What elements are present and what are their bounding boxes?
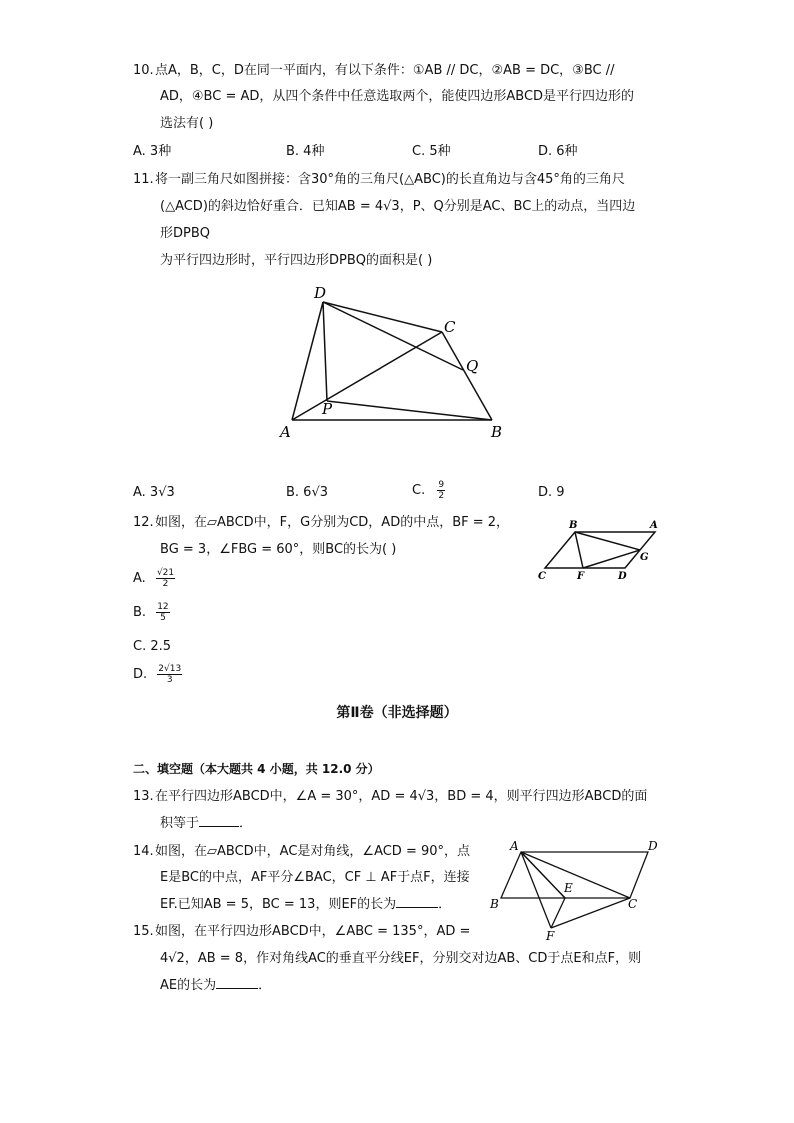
label-c: C — [628, 897, 638, 911]
q12-option-a: A. $\frac{√21}{2}$ — [133, 568, 175, 589]
diagonal-ac — [292, 332, 442, 420]
q10-number: 10. — [133, 63, 154, 78]
segment-dp — [323, 302, 327, 401]
label-q: Q — [466, 357, 479, 375]
label-f: F — [546, 929, 555, 943]
q14-number: 14. — [133, 844, 154, 859]
label-b: B — [491, 423, 503, 441]
q13-line2: 积等于 ． — [160, 816, 253, 831]
label-d: D — [314, 284, 327, 302]
q15-line3: AE的长为 ． — [160, 978, 272, 993]
q10-option-a: A. 3种 — [133, 144, 172, 159]
label-c: C — [444, 318, 456, 336]
q12-option-b: B. $\frac{12}{5}$ — [133, 602, 169, 623]
label-e: E — [564, 881, 573, 895]
segment-bf — [575, 532, 583, 568]
label-b: B — [490, 897, 499, 911]
label-a: A — [650, 520, 658, 531]
q12-line2: BG = 3，∠FBG = 60°，则BC的长为( ) — [160, 542, 397, 557]
q10-line2: AD，④BC = AD，从四个条件中任意选取两个，能使四边形ABCD是平行四边形的 — [160, 89, 635, 104]
label-a: A — [510, 839, 519, 853]
q11-option-c-fraction: $\frac{9}{2}$ — [438, 480, 445, 501]
label-p: P — [322, 400, 333, 418]
q11-option-b: B. 6√3 — [286, 485, 329, 500]
q10-option-c: C. 5种 — [412, 144, 451, 159]
q10-line3: 选法有( ) — [160, 116, 214, 131]
q12-number: 12. — [133, 515, 154, 530]
q11-line2: (△ACD)的斜边恰好重合．已知AB = 4√3，P、Q分别是AC、BC上的动点，当四边 — [160, 199, 636, 214]
q10-option-d: D. 6种 — [538, 144, 578, 159]
q13-number: 13. — [133, 789, 154, 804]
label-d: D — [618, 571, 627, 582]
q13-line1: 13.在平行四边形ABCD中，∠A = 30°，AD = 4√3，BD = 4，则平行四边形ABCD的面 — [133, 789, 648, 804]
part2-title: 第Ⅱ卷（非选择题） — [336, 705, 458, 721]
q15-answer-blank[interactable] — [216, 988, 258, 989]
q15-line1: 15.如图，在平行四边形ABCD中，∠ABC = 135°，AD = — [133, 924, 471, 939]
q12-figure — [535, 518, 665, 583]
segment-fg — [583, 550, 640, 568]
label-g: G — [640, 552, 649, 563]
q11-line1: 11.将一副三角尺如图拼接：含30°角的三角尺(△ABC)的长直角边与含45°角的三角尺 — [133, 172, 625, 187]
q14-answer-blank[interactable] — [396, 907, 438, 908]
q13-answer-blank[interactable] — [199, 826, 239, 827]
label-f: F — [577, 571, 585, 582]
label-a: A — [280, 423, 291, 441]
q11-number: 11. — [133, 172, 154, 187]
q14-line2: E是BC的中点，AF平分∠BAC，CF ⊥ AF于点F，连接 — [160, 870, 470, 885]
q11-line4: 为平行四边形时，平行四边形DPBQ的面积是( ) — [160, 253, 433, 268]
q14-line1: 14.如图，在▱ABCD中，AC是对角线，∠ACD = 90°，点 — [133, 844, 471, 859]
segment-dq — [323, 302, 463, 370]
q15-number: 15. — [133, 924, 154, 939]
q15-line2: 4√2，AB = 8，作对角线AC的垂直平分线EF，分别交对边AB、CD于点E和点F，则 — [160, 951, 642, 966]
edge-dc — [323, 302, 442, 332]
diagonal-ac — [521, 852, 630, 898]
q11-option-c: C. $\frac{9}{2}$ — [412, 480, 445, 501]
segment-pb — [327, 401, 492, 420]
label-d: D — [648, 839, 658, 853]
segment-ae-mid — [521, 852, 565, 898]
q11-figure — [270, 280, 510, 445]
q14-line3: EF.已知AB = 5，BC = 13，则EF的长为 ． — [160, 897, 452, 912]
section2-heading: 二、填空题（本大题共 4 小题，共 12.0 分） — [133, 762, 380, 776]
segment-bg — [575, 532, 640, 550]
label-b: B — [569, 520, 578, 531]
q11-line3: 形DPBQ — [160, 226, 211, 241]
q12-line1: 12.如图，在▱ABCD中，F，G分别为CD，AD的中点，BF = 2， — [133, 515, 510, 530]
q10-option-b: B. 4种 — [286, 144, 325, 159]
q11-option-a: A. 3√3 — [133, 485, 175, 500]
q14-figure — [488, 836, 663, 946]
label-c: C — [538, 571, 546, 582]
edge-cb — [442, 332, 492, 420]
edge-ad — [292, 302, 323, 420]
q10-line1: 10.点A，B，C，D在同一平面内，有以下条件：①AB // DC，②AB = DC，③BC // — [133, 63, 615, 78]
q12-option-d: D. $\frac{2√13}{3}$ — [133, 664, 182, 685]
q11-option-d: D. 9 — [538, 485, 565, 500]
q12-option-c: C. 2.5 — [133, 639, 172, 654]
